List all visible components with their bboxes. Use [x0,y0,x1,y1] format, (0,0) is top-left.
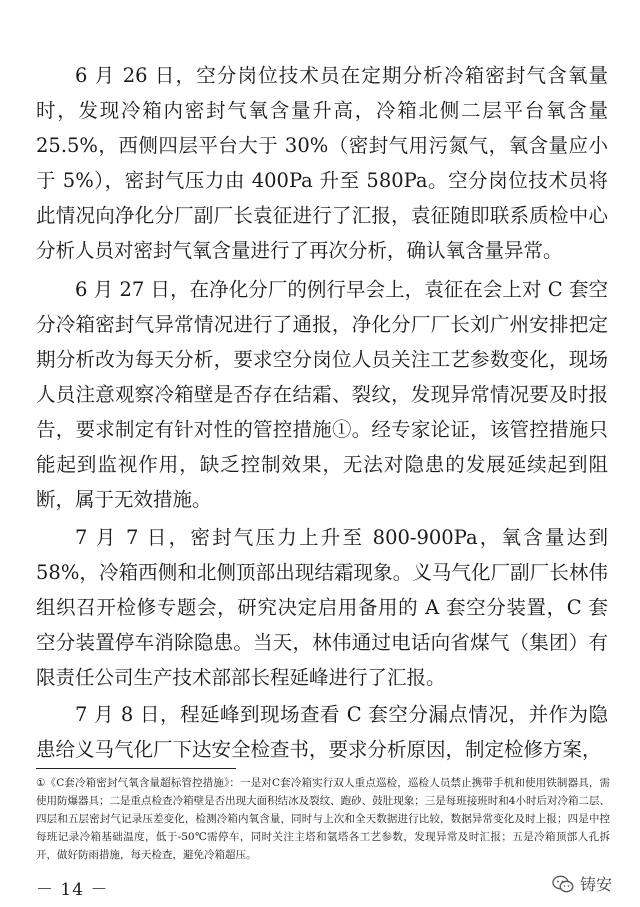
paragraph-july-8: 7 月 8 日，程延峰到现场查看 C 套空分漏点情况，并作为隐患给义马气化厂下达安全检查书，要求分析原因，制定检修方案， [36,703,608,761]
paragraph-july-7: 7 月 7 日，密封气压力上升至 800-900Pa，氧含量达到 58%，冷箱西侧和北侧顶部出现结霜现象。义马气化厂副厂长林伟组织召开检修专题会，研究决定启用备用的 A 套空分装置，C 套空分装置停车消除隐患。当天，林伟通过电话向省煤气（集团）有限责任公司生产技术部部长程延峰进行了汇报。 [36,526,608,689]
watermark-text: 铸安 [580,875,613,894]
paragraph-june-27: 6 月 27 日，在净化分厂的例行早会上，袁征在会上对 C 套空分冷箱密封气异常情况进行了通报，净化分厂厂长刘广州安排把定期分析改为每天分析，要求空分岗位人员关注工艺参数变化，现场人员注意观察冷箱壁是否存在结霜、裂纹，发现异常情况要及时报告，要求制定有针对性的管控措施①。经专家论证，该管控措施只能起到监视作用，缺乏控制效果，无法对隐患的发展延续起到阻断，属于无效措施。 [36,278,608,511]
footnote-divider [36,768,236,769]
footnote: ①《C套冷箱密封气氧含量超标管控措施》：一是对C套冷箱实行双人重点巡检，巡检人员禁止携带手机和使用铁制器具，需使用防爆器具；二是重点检查冷箱壁是否出现大面积结冰及裂纹、跑砂、鼓肚现象；三是每班接班时和4小时后对冷箱二层、四层和五层密封气记录压差变化，检测冷箱内氧含量，同时与上次和全天数据进行比较，数据异常变化及时上报；四是中控每班记录冷箱基础温度，低于-50℃需停车，同时关注主塔和氩塔各工艺参数，发现异常及时汇报；五是冷箱顶部人孔拆开，做好防雨措施，每天检查，避免冷箱超压。 [36,777,610,861]
wechat-icon [552,875,574,893]
paragraph-june-26: 6 月 26 日，空分岗位技术员在定期分析冷箱密封气含氧量时，发现冷箱内密封气氧含量升高，冷箱北侧二层平台氧含量25.5%，西侧四层平台大于 30%（密封气用污氮气，氧含量应小于 5%），密封气压力由 400Pa 升至 580Pa。空分岗位技术员将此情况向净化分厂副厂长袁征进行了汇报，袁征随即联系质检中心分析人员对密封气氧含量进行了再次分析，确认氧含量异常。 [36,64,608,262]
watermark [552,872,612,895]
page-number: － 14 － [36,880,109,900]
